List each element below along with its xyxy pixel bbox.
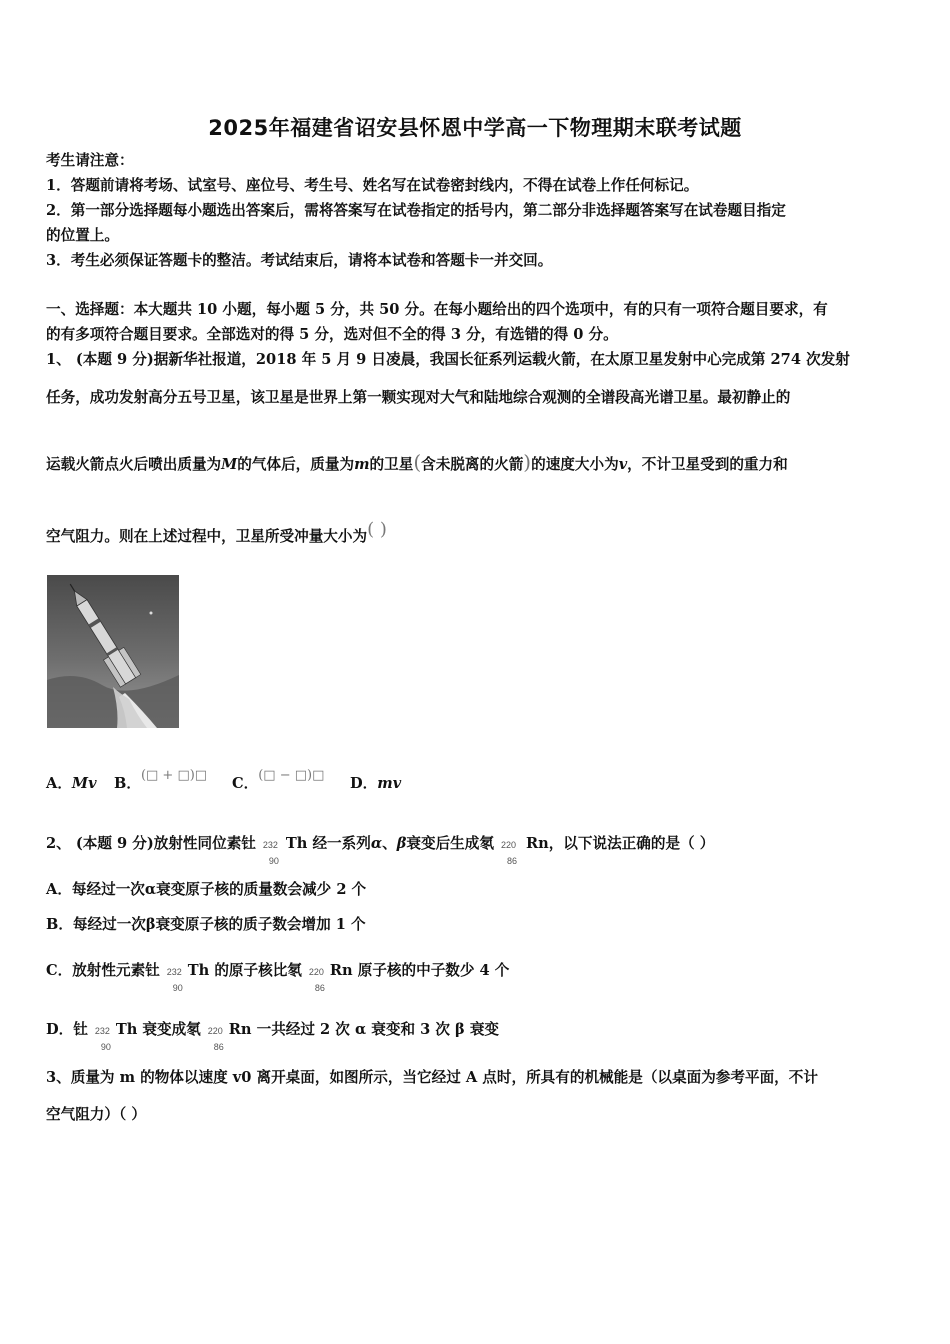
q3-line2: 空气阻力）（ ） [46, 1106, 146, 1123]
q2-option-a[interactable]: A．每经过一次α衰变原子核的质量数会减少 2 个 [46, 881, 367, 898]
q2-stem-c: 、 [382, 835, 397, 852]
q1-option-c[interactable] [232, 768, 325, 795]
rn-mass-number-c: 220 [308, 967, 324, 977]
q1-paren-open: ( [413, 450, 422, 474]
star [150, 612, 153, 615]
beta-symbol: β [396, 835, 407, 852]
q2-stem-e: Rn，以下说法正确的是（ ） [525, 835, 715, 852]
notice-item-1: 1．答题前请将考场、试室号、座位号、考生号、姓名写在试卷密封线内，不得在试卷上作任何标记。 [46, 177, 699, 194]
q2-option-c-a: C．放射性元素钍 [46, 962, 160, 979]
th-atomic-number-d: 90 [100, 1042, 111, 1052]
q1-var-M: M [221, 456, 238, 473]
th-mass-number: 232 [262, 840, 278, 850]
q1-line3-d: 含未脱离的火箭 [421, 456, 524, 473]
q2-option-c-b: Th 的原子核比氡 [187, 962, 302, 979]
th-mass-number-c: 232 [166, 967, 182, 977]
q2-option-c[interactable] [46, 961, 510, 993]
th-atomic-number-c: 90 [172, 983, 183, 993]
q1-option-b-text: (□ + □)□ [140, 768, 208, 783]
q2-option-d-b: Th 衰变成氡 [115, 1021, 201, 1038]
q1-line3-b: 的气体后，质量为 [237, 456, 355, 473]
notice-item-3: 3．考生必须保证答题卡的整洁。考试结束后，请将本试卷和答题卡一并交回。 [46, 252, 553, 269]
q1-line3-e: 的速度大小为 [531, 456, 619, 473]
q2-option-b[interactable]: B．每经过一次β衰变原子核的质子数会增加 1 个 [46, 916, 366, 933]
q1-option-a-text: Mv [71, 775, 97, 792]
section-intro-line2: 的有多项符合题目要求。全部选对的得 5 分，选对但不全的得 3 分，有选错的得 0 分。 [46, 326, 618, 343]
notice-header: 考生请注意： [46, 152, 134, 169]
q1-line3-c: 的卫星 [369, 456, 414, 473]
q1-option-a-label: A． [46, 775, 72, 792]
q1-option-b-label: B． [114, 775, 141, 792]
q1-option-d-label: D． [350, 775, 378, 792]
q2-stem-d: 衰变后生成氡 [406, 835, 494, 852]
q2-stem-a: 2、 (本题 9 分)放射性同位素钍 [46, 835, 256, 852]
q1-line3 [46, 452, 788, 475]
q1-option-c-label: C． [232, 775, 259, 792]
rn-mass-number-d: 220 [207, 1026, 223, 1036]
q2-option-d[interactable] [46, 1020, 500, 1052]
q1-var-v: v [618, 456, 628, 473]
notice-item-2-line2: 的位置上。 [46, 227, 119, 244]
th-mass-number-d: 232 [94, 1026, 110, 1036]
q2-stem [46, 834, 715, 866]
q1-line3-a: 运载火箭点火后喷出质量为 [46, 456, 222, 473]
rn-atomic-number: 86 [506, 856, 517, 866]
q1-line4-text: 空气阻力。则在上述过程中，卫星所受冲量大小为 [46, 528, 368, 545]
section-intro-line1: 一、选择题：本大题共 10 小题，每小题 5 分，共 50 分。在每小题给出的四个选项中，有的只有一项符合题目要求，有 [46, 301, 828, 318]
q1-line1: 1、 (本题 9 分)据新华社报道，2018 年 5 月 9 日凌晨，我国长征系列运载火箭，在太原卫星发射中心完成第 274 次发射 [46, 351, 850, 368]
alpha-symbol: α [370, 835, 383, 852]
q1-answer-blank: ( ) [367, 519, 387, 540]
q1-line2: 任务，成功发射高分五号卫星，该卫星是世界上第一颗实现对大气和陆地综合观测的全谱段高光谱卫星。最初静止的 [46, 389, 791, 406]
rn-mass-number: 220 [500, 840, 516, 850]
page-title: 2025年福建省诏安县怀恩中学高一下物理期末联考试题 [208, 116, 742, 140]
q2-option-c-c: Rn 原子核的中子数少 4 个 [329, 962, 510, 979]
q2-stem-b: Th 经一系列 [285, 835, 371, 852]
q2-option-d-c: Rn 一共经过 2 次 α 衰变和 3 次 β 衰变 [228, 1021, 500, 1038]
q1-var-m: m [354, 456, 370, 473]
q1-option-a[interactable] [46, 774, 97, 794]
rn-atomic-number-c: 86 [314, 983, 325, 993]
q1-option-b[interactable] [114, 768, 208, 795]
q1-option-c-text: (□ − □)□ [258, 768, 325, 783]
rocket-launch-image [47, 575, 179, 728]
q1-option-d[interactable] [350, 774, 401, 794]
q1-option-d-text: mv [377, 775, 402, 792]
rn-atomic-number-d: 86 [213, 1042, 224, 1052]
q1-paren-close: ) [523, 450, 532, 474]
notice-item-2-line1: 2．第一部分选择题每小题选出答案后，需将答案写在试卷指定的括号内，第二部分非选择题答案写在试卷题目指定 [46, 202, 786, 219]
q3-line1: 3、质量为 m 的物体以速度 v0 离开桌面，如图所示，当它经过 A 点时，所具有的机械能是（以桌面为参考平面，不计 [46, 1069, 818, 1086]
th-atomic-number: 90 [268, 856, 279, 866]
q1-line4 [46, 519, 387, 547]
q2-option-d-a: D．钍 [46, 1021, 88, 1038]
q1-line3-f: ，不计卫星受到的重力和 [627, 456, 788, 473]
